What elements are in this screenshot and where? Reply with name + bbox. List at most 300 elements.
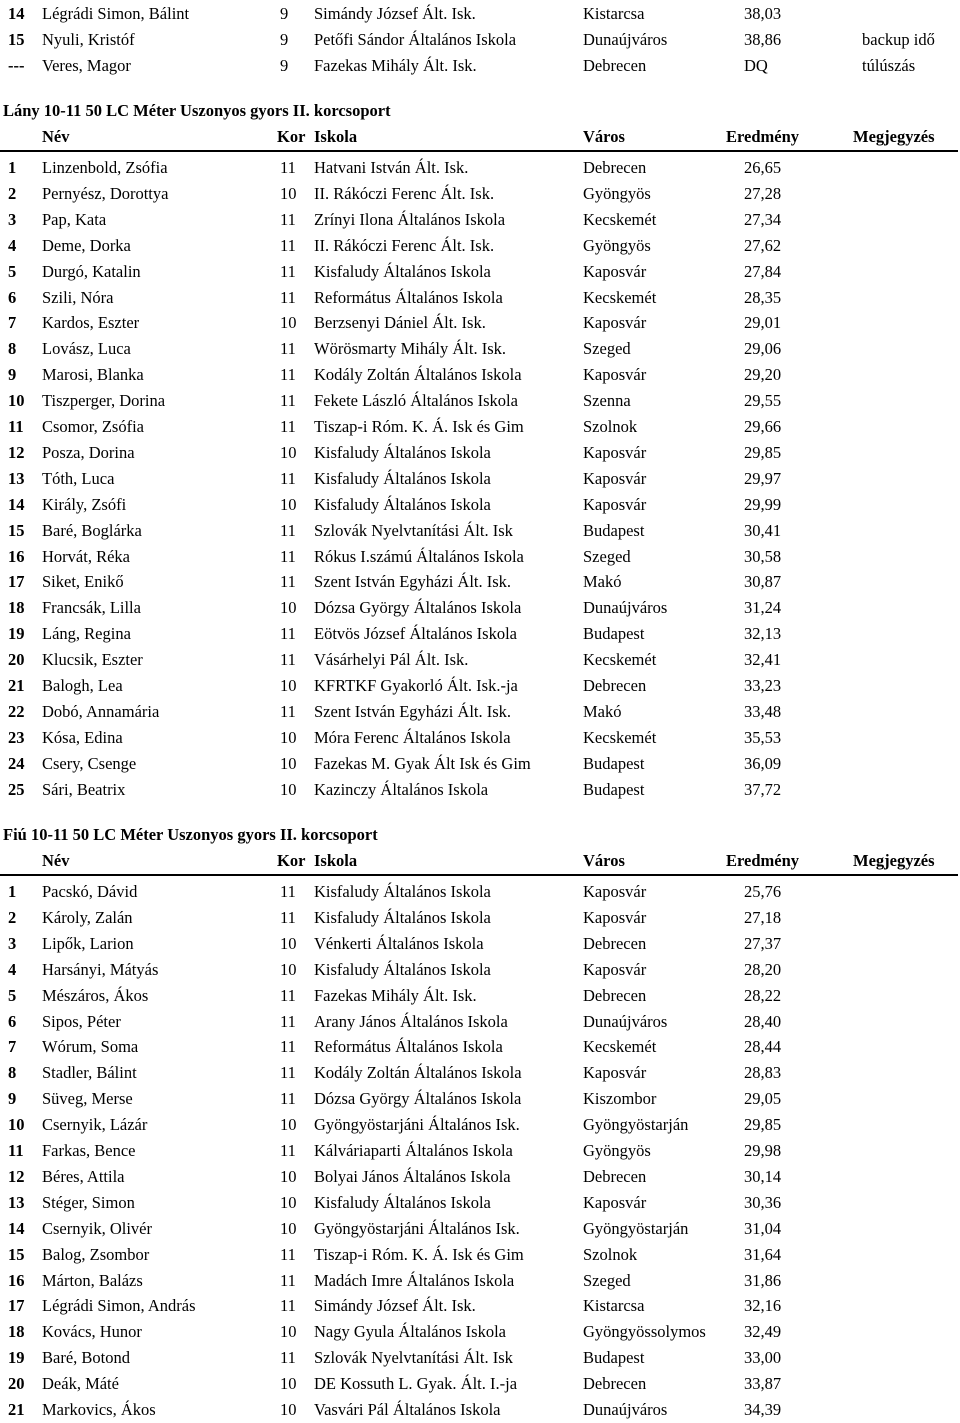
cell-name: Horvát, Réka: [42, 546, 130, 566]
girls-header-divider: [0, 150, 958, 152]
cell-place: 6: [8, 287, 17, 307]
cell-age: 11: [280, 468, 296, 488]
cell-school: Tiszap-i Róm. K. Á. Isk és Gim: [314, 417, 524, 436]
cell-result: 29,55: [744, 391, 782, 411]
cell-result: 27,18: [744, 907, 782, 927]
cell-school: Kisfaludy Általános Iskola: [314, 907, 491, 927]
table-row: [0, 1060, 960, 1086]
cell-result: 28,22: [744, 985, 782, 1005]
cell-city: Makó: [583, 701, 622, 721]
cell-school: Gyöngyöstarjáni Általános Isk.: [314, 1218, 520, 1238]
cell-place: 15: [8, 520, 25, 540]
cell-result: 30,87: [744, 572, 782, 592]
cell-city: Szenna: [583, 391, 631, 411]
cell-result: 38,03: [744, 4, 782, 23]
cell-place: 10: [8, 391, 25, 411]
cell-age: 11: [280, 1348, 296, 1368]
cell-school: Kisfaludy Általános Iskola: [314, 442, 491, 462]
cell-place: 12: [8, 442, 25, 462]
cell-age: 9: [280, 4, 289, 23]
cell-school: Tiszap-i Róm. K. Á. Isk és Gim: [314, 1244, 524, 1264]
cell-age: 10: [280, 1322, 297, 1342]
cell-place: 2: [8, 183, 17, 203]
cell-result: 28,40: [744, 1011, 782, 1031]
table-row: [0, 1164, 960, 1190]
table-row: [0, 1345, 960, 1371]
boys-section-title: Fiú 10-11 50 LC Méter Uszonyos gyors II. korcsoport: [3, 825, 378, 844]
cell-city: Dunaújváros: [583, 1400, 668, 1419]
cell-place: 8: [8, 1063, 17, 1083]
cell-school: Szent István Egyházi Ált. Isk.: [314, 701, 512, 721]
cell-name: Balog, Zsombor: [42, 1244, 150, 1264]
table-row: [0, 1216, 960, 1242]
cell-city: Szolnok: [583, 417, 638, 436]
cell-age: 9: [280, 56, 289, 75]
cell-city: Gyöngyös: [583, 183, 651, 203]
cell-name: Posza, Dorina: [42, 442, 135, 462]
boys-header-divider: [0, 874, 958, 876]
cell-result: 29,99: [744, 494, 782, 514]
cell-place: 22: [8, 701, 25, 721]
cell-name: Deák, Máté: [42, 1374, 119, 1394]
cell-name: Károly, Zalán: [42, 907, 133, 927]
cell-place: 9: [8, 1089, 17, 1109]
cell-place: 13: [8, 468, 25, 488]
table-row: [0, 544, 960, 570]
cell-age: 10: [280, 1192, 297, 1212]
cell-place: 14: [8, 4, 25, 23]
cell-place: 20: [8, 650, 25, 670]
cell-school: Fazekas M. Gyak Ált Isk és Gim: [314, 753, 531, 773]
cell-school: Kálváriaparti Általános Iskola: [314, 1141, 513, 1160]
cell-school: Simándy József Ált. Isk.: [314, 4, 476, 23]
cell-name: Pacskó, Dávid: [42, 882, 138, 901]
table-row: [0, 259, 960, 285]
cell-result: 27,62: [744, 235, 782, 255]
cell-age: 11: [280, 339, 296, 359]
header-city: Város: [583, 127, 625, 146]
cell-age: 11: [280, 520, 296, 540]
cell-city: Szeged: [583, 339, 631, 359]
cell-city: Debrecen: [583, 1374, 647, 1394]
header-name: Név: [42, 127, 70, 146]
cell-place: 24: [8, 753, 25, 773]
cell-school: Kisfaludy Általános Iskola: [314, 882, 491, 901]
table-row: [0, 1293, 960, 1319]
cell-place: 8: [8, 339, 17, 359]
cell-school: II. Rákóczi Ferenc Ált. Isk.: [314, 235, 495, 255]
cell-city: Debrecen: [583, 158, 647, 177]
cell-name: Nyuli, Kristóf: [42, 30, 135, 49]
table-row: [0, 1, 960, 27]
cell-result: 28,44: [744, 1037, 782, 1057]
cell-city: Szeged: [583, 1270, 631, 1290]
cell-name: Marosi, Blanka: [42, 365, 144, 385]
cell-place: 15: [8, 30, 25, 49]
cell-place: 5: [8, 985, 17, 1005]
cell-age: 10: [280, 676, 297, 695]
cell-name: Csomor, Zsófia: [42, 417, 144, 436]
cell-city: Dunaújváros: [583, 598, 668, 618]
cell-place: 14: [8, 494, 25, 514]
table-row: [0, 777, 960, 803]
cell-school: Szlovák Nyelvtanítási Ált. Isk: [314, 520, 513, 540]
cell-name: Dobó, Annamária: [42, 701, 160, 721]
cell-city: Kaposvár: [583, 494, 647, 514]
cell-age: 11: [280, 235, 296, 255]
cell-school: Zrínyi Ilona Általános Iskola: [314, 209, 506, 229]
cell-age: 10: [280, 959, 297, 979]
cell-school: Vasvári Pál Általános Iskola: [314, 1400, 501, 1419]
cell-age: 11: [280, 209, 296, 229]
cell-result: 29,85: [744, 442, 782, 462]
cell-age: 11: [280, 1063, 296, 1083]
cell-result: 29,85: [744, 1115, 782, 1135]
cell-age: 10: [280, 494, 297, 514]
cell-age: 10: [280, 313, 297, 333]
header-school: Iskola: [314, 127, 358, 146]
cell-age: 10: [280, 1400, 297, 1419]
cell-school: Fekete László Általános Iskola: [314, 391, 518, 411]
cell-name: Durgó, Katalin: [42, 261, 141, 281]
cell-name: Kovács, Hunor: [42, 1322, 142, 1342]
cell-school: Fazekas Mihály Ált. Isk.: [314, 985, 477, 1005]
cell-result: 31,86: [744, 1270, 782, 1290]
table-row: [0, 1009, 960, 1035]
cell-age: 11: [280, 624, 296, 644]
cell-place: 19: [8, 624, 25, 644]
cell-name: Király, Zsófi: [42, 494, 127, 514]
table-row: [0, 388, 960, 414]
cell-name: Mészáros, Ákos: [42, 985, 149, 1005]
cell-school: Dózsa György Általános Iskola: [314, 598, 522, 618]
cell-place: 7: [8, 1037, 17, 1057]
table-row: [0, 931, 960, 957]
boys-table-header: [0, 848, 960, 874]
cell-result: 29,06: [744, 339, 782, 359]
cell-place: 11: [8, 1141, 24, 1160]
cell-place: 16: [8, 1270, 25, 1290]
cell-result: 29,66: [744, 417, 782, 436]
cell-place: 17: [8, 1296, 25, 1316]
cell-city: Kaposvár: [583, 261, 647, 281]
cell-result: 32,41: [744, 650, 782, 670]
table-row: [0, 1190, 960, 1216]
cell-city: Gyöngyöstarján: [583, 1115, 689, 1135]
cell-place: 12: [8, 1166, 25, 1186]
cell-school: Nagy Gyula Általános Iskola: [314, 1322, 506, 1342]
cell-result: 34,39: [744, 1400, 782, 1419]
cell-school: Simándy József Ált. Isk.: [314, 1296, 476, 1316]
cell-city: Kecskemét: [583, 209, 657, 229]
cell-place: 7: [8, 313, 17, 333]
cell-age: 11: [280, 572, 296, 592]
cell-name: Lipők, Larion: [42, 933, 134, 953]
cell-name: Markovics, Ákos: [42, 1400, 156, 1419]
cell-school: Kisfaludy Általános Iskola: [314, 959, 491, 979]
cell-name: Sári, Beatrix: [42, 779, 126, 799]
cell-result: 28,35: [744, 287, 782, 307]
cell-result: 37,72: [744, 779, 782, 799]
girls-table-header: [0, 124, 960, 150]
table-row: [0, 207, 960, 233]
cell-school: Wörösmarty Mihály Ált. Isk.: [314, 339, 507, 359]
cell-city: Budapest: [583, 753, 645, 773]
cell-place: 4: [8, 235, 17, 255]
table-row: [0, 1371, 960, 1397]
cell-school: Kisfaludy Általános Iskola: [314, 261, 491, 281]
table-row: [0, 53, 960, 79]
cell-place: 21: [8, 1400, 25, 1419]
header-age: Kor: [277, 851, 306, 870]
cell-place: 16: [8, 546, 25, 566]
cell-school: Fazekas Mihály Ált. Isk.: [314, 56, 477, 75]
cell-place: 19: [8, 1348, 25, 1368]
cell-city: Kistarcsa: [583, 4, 645, 23]
cell-school: DE Kossuth L. Gyak. Ált. I.-ja: [314, 1374, 518, 1394]
cell-city: Debrecen: [583, 676, 647, 695]
cell-place: 17: [8, 572, 25, 592]
table-row: [0, 673, 960, 699]
cell-result: 32,16: [744, 1296, 782, 1316]
cell-age: 11: [280, 1141, 296, 1160]
cell-result: 29,98: [744, 1141, 782, 1160]
cell-place: 5: [8, 261, 17, 281]
cell-place: 14: [8, 1218, 25, 1238]
cell-result: 32,49: [744, 1322, 782, 1342]
cell-name: Klucsik, Eszter: [42, 650, 143, 670]
cell-name: Wórum, Soma: [42, 1037, 139, 1057]
cell-city: Debrecen: [583, 985, 647, 1005]
table-row: [0, 957, 960, 983]
cell-age: 10: [280, 753, 297, 773]
cell-school: Eötvös József Általános Iskola: [314, 624, 518, 644]
table-row: [0, 905, 960, 931]
cell-result: DQ: [744, 56, 768, 75]
cell-city: Kistarcsa: [583, 1296, 645, 1316]
cell-name: Csernyik, Olivér: [42, 1218, 152, 1238]
cell-name: Kardos, Eszter: [42, 313, 140, 333]
cell-place: 18: [8, 1322, 25, 1342]
cell-result: 30,14: [744, 1166, 782, 1186]
cell-name: Sipos, Péter: [42, 1011, 121, 1031]
cell-city: Debrecen: [583, 56, 647, 75]
cell-school: Madách Imre Általános Iskola: [314, 1270, 515, 1290]
table-row: [0, 983, 960, 1009]
cell-name: Veres, Magor: [42, 56, 131, 75]
table-row: [0, 336, 960, 362]
table-row: [0, 1112, 960, 1138]
cell-result: 27,84: [744, 261, 782, 281]
cell-result: 28,83: [744, 1063, 782, 1083]
table-row: [0, 569, 960, 595]
cell-name: Siket, Enikő: [42, 572, 124, 592]
table-row: [0, 1268, 960, 1294]
cell-name: Szili, Nóra: [42, 287, 114, 307]
cell-name: Tóth, Luca: [42, 468, 115, 488]
table-row: [0, 1242, 960, 1268]
cell-age: 11: [280, 1296, 296, 1316]
table-row: [0, 440, 960, 466]
cell-place: 20: [8, 1374, 25, 1394]
table-row: [0, 621, 960, 647]
cell-name: Béres, Attila: [42, 1166, 125, 1186]
cell-result: 29,05: [744, 1089, 782, 1109]
cell-note: backup idő: [862, 30, 935, 49]
cell-place: 23: [8, 727, 25, 747]
cell-name: Légrádi Simon, András: [42, 1296, 196, 1316]
header-school: Iskola: [314, 851, 358, 870]
cell-place: 10: [8, 1115, 25, 1135]
cell-place: 18: [8, 598, 25, 618]
cell-name: Tiszperger, Dorina: [42, 391, 166, 411]
cell-result: 32,13: [744, 624, 782, 644]
cell-result: 38,86: [744, 30, 782, 49]
cell-place: 9: [8, 365, 17, 385]
table-row: [0, 233, 960, 259]
cell-age: 11: [280, 1244, 296, 1264]
cell-city: Kiszombor: [583, 1089, 657, 1109]
cell-result: 27,28: [744, 183, 782, 203]
header-city: Város: [583, 851, 625, 870]
cell-school: Arany János Általános Iskola: [314, 1011, 508, 1031]
header-note: Megjegyzés: [853, 127, 935, 146]
cell-school: Petőfi Sándor Általános Iskola: [314, 30, 517, 49]
cell-city: Kaposvár: [583, 882, 647, 901]
cell-name: Légrádi Simon, Bálint: [42, 4, 190, 23]
cell-note: túlúszás: [862, 56, 916, 75]
cell-city: Kaposvár: [583, 442, 647, 462]
cell-place: 3: [8, 933, 17, 953]
table-row: [0, 699, 960, 725]
cell-result: 25,76: [744, 882, 782, 901]
cell-result: 29,01: [744, 313, 782, 333]
cell-name: Farkas, Bence: [42, 1141, 136, 1160]
header-age: Kor: [277, 127, 306, 146]
cell-city: Gyöngyöstarján: [583, 1218, 689, 1238]
table-row: [0, 595, 960, 621]
cell-school: Kazinczy Általános Iskola: [314, 779, 489, 799]
cell-school: Kodály Zoltán Általános Iskola: [314, 1063, 522, 1083]
cell-place: 1: [8, 882, 17, 901]
cell-result: 29,97: [744, 468, 782, 488]
cell-name: Harsányi, Mátyás: [42, 959, 159, 979]
cell-name: Láng, Regina: [42, 624, 131, 644]
table-row: [0, 879, 960, 905]
cell-name: Márton, Balázs: [42, 1270, 143, 1290]
table-row: [0, 362, 960, 388]
header-note: Megjegyzés: [853, 851, 935, 870]
cell-city: Dunaújváros: [583, 1011, 668, 1031]
cell-result: 31,24: [744, 598, 782, 618]
cell-age: 11: [280, 158, 296, 177]
cell-age: 10: [280, 1115, 297, 1135]
cell-name: Linzenbold, Zsófia: [42, 158, 168, 177]
cell-name: Lovász, Luca: [42, 339, 131, 359]
cell-result: 27,37: [744, 933, 782, 953]
cell-place: 25: [8, 779, 25, 799]
cell-city: Kecskemét: [583, 650, 657, 670]
cell-city: Kecskemét: [583, 287, 657, 307]
cell-age: 11: [280, 1011, 296, 1031]
table-row: [0, 27, 960, 53]
cell-name: Stadler, Bálint: [42, 1063, 137, 1083]
cell-city: Kaposvár: [583, 313, 647, 333]
cell-city: Kecskemét: [583, 1037, 657, 1057]
cell-city: Budapest: [583, 624, 645, 644]
cell-city: Kaposvár: [583, 959, 647, 979]
cell-city: Szeged: [583, 546, 631, 566]
cell-city: Gyöngyössolymos: [583, 1322, 706, 1342]
table-row: [0, 155, 960, 181]
cell-age: 10: [280, 779, 297, 799]
cell-age: 11: [280, 261, 296, 281]
cell-age: 10: [280, 1166, 297, 1186]
cell-city: Gyöngyös: [583, 235, 651, 255]
cell-city: Budapest: [583, 1348, 645, 1368]
cell-name: Süveg, Merse: [42, 1089, 133, 1109]
cell-result: 33,00: [744, 1348, 782, 1368]
cell-name: Stéger, Simon: [42, 1192, 135, 1212]
cell-age: 11: [280, 907, 296, 927]
cell-school: Gyöngyöstarjáni Általános Isk.: [314, 1115, 520, 1135]
header-name: Név: [42, 851, 70, 870]
cell-result: 35,53: [744, 727, 782, 747]
table-row: [0, 1138, 960, 1164]
cell-city: Kaposvár: [583, 907, 647, 927]
cell-name: Francsák, Lilla: [42, 598, 141, 618]
cell-place: 11: [8, 417, 24, 436]
cell-city: Gyöngyös: [583, 1141, 651, 1160]
cell-city: Kaposvár: [583, 365, 647, 385]
cell-age: 11: [280, 287, 296, 307]
cell-result: 33,48: [744, 701, 782, 721]
cell-age: 10: [280, 727, 297, 747]
cell-result: 33,23: [744, 676, 782, 695]
cell-school: Református Általános Iskola: [314, 287, 503, 307]
cell-place: ---: [8, 56, 25, 75]
cell-age: 11: [280, 650, 296, 670]
table-row: [0, 1034, 960, 1060]
cell-age: 11: [280, 391, 296, 411]
cell-age: 11: [280, 365, 296, 385]
cell-age: 11: [280, 701, 296, 721]
cell-school: Kisfaludy Általános Iskola: [314, 1192, 491, 1212]
cell-school: Berzsenyi Dániel Ált. Isk.: [314, 313, 486, 333]
table-row: [0, 492, 960, 518]
cell-city: Szolnok: [583, 1244, 638, 1264]
header-result: Eredmény: [726, 127, 800, 146]
table-row: [0, 1086, 960, 1112]
table-row: [0, 725, 960, 751]
cell-city: Kaposvár: [583, 1063, 647, 1083]
table-row: [0, 414, 960, 440]
cell-name: Csery, Csenge: [42, 753, 137, 773]
cell-result: 31,64: [744, 1244, 782, 1264]
cell-city: Budapest: [583, 779, 645, 799]
table-row: [0, 1319, 960, 1345]
cell-place: 3: [8, 209, 17, 229]
cell-school: Szent István Egyházi Ált. Isk.: [314, 572, 512, 592]
cell-place: 13: [8, 1192, 25, 1212]
cell-result: 30,58: [744, 546, 782, 566]
cell-place: 1: [8, 158, 17, 177]
cell-result: 27,34: [744, 209, 782, 229]
cell-school: Kodály Zoltán Általános Iskola: [314, 365, 522, 385]
cell-age: 11: [280, 985, 296, 1005]
table-row: [0, 310, 960, 336]
cell-school: Dózsa György Általános Iskola: [314, 1089, 522, 1109]
